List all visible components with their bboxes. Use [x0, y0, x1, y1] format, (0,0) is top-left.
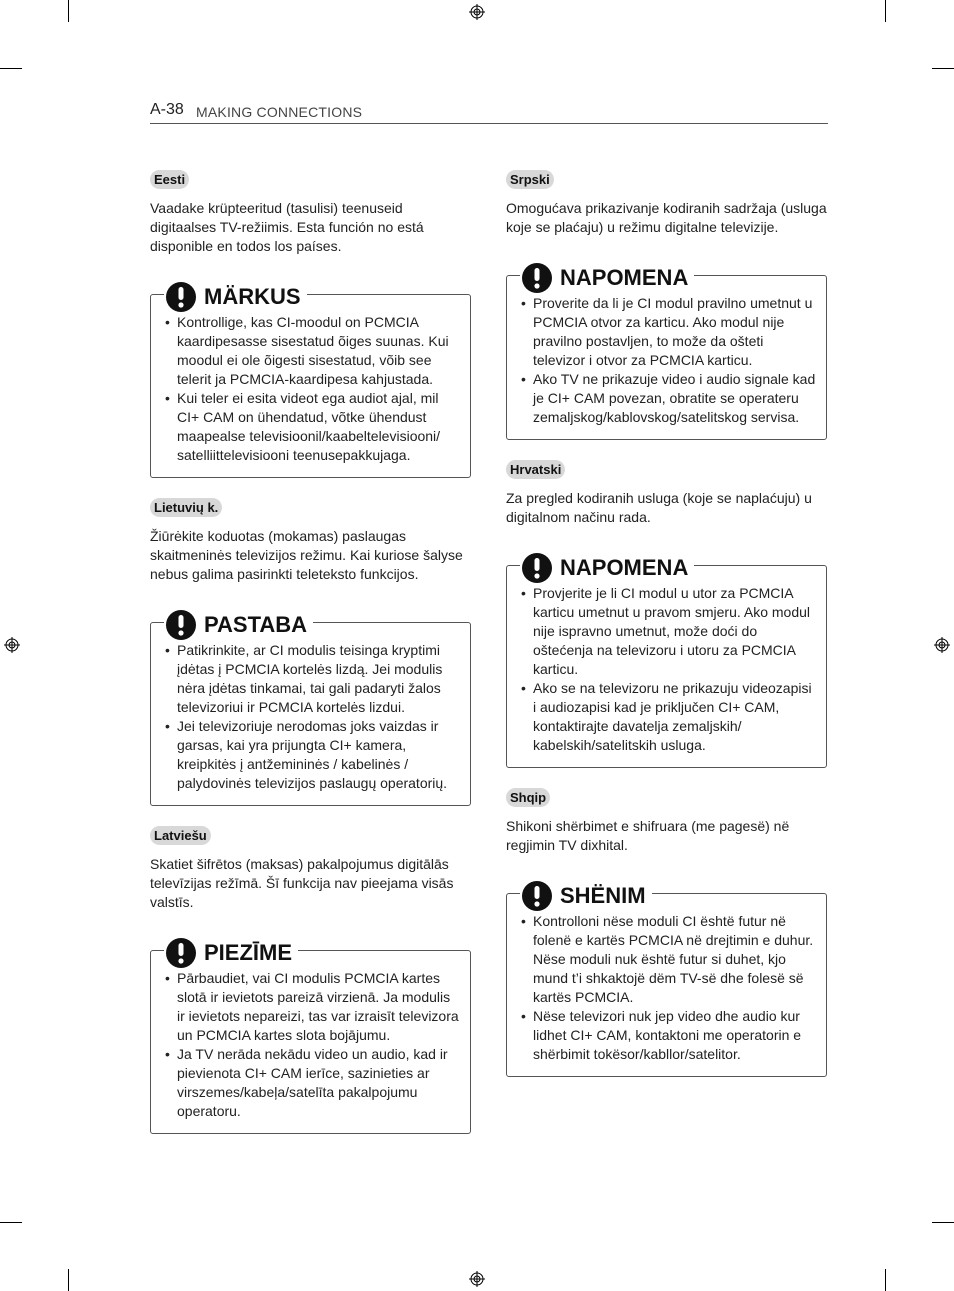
- language-section-srpski: [506, 170, 827, 440]
- crop-mark: [885, 0, 886, 22]
- note-title: NAPOMENA: [560, 555, 689, 580]
- note-box: [150, 600, 471, 806]
- exclamation-icon: [166, 282, 196, 312]
- language-label: Eesti: [150, 170, 189, 189]
- language-label: Latviešu: [150, 826, 211, 845]
- language-section-lietuviu: [150, 498, 471, 806]
- note-bullet: • Pārbaudiet, vai CI modulis PCMCIA kartes slotā ir ievietots pareizā virzienā. Ja modulis ir ievietots nepareizi, tas var izraisīt televizora un PCMCIA kartes slota bojājumu.: [165, 969, 460, 1045]
- language-description: Vaadake krüpteeritud (tasulisi) teenuseid digitaalses TV-režiimis. Esta función no está disponible en todos los países.: [150, 200, 424, 254]
- note-heading: [164, 928, 298, 968]
- page-number: A-38: [150, 101, 184, 118]
- note-bullet: • Nëse televizori nuk jep video dhe audio kur lidhet CI+ CAM, kontaktoni me operatorin e shërbimit tokësor/kabllor/satelitor.: [521, 1007, 816, 1064]
- language-section-eesti: [150, 170, 471, 478]
- note-bullet: • Ako TV ne prikazuje video i audio signale kad je CI+ CAM povezan, obratite se operateru zemaljskog/kablovskog/satelitskog servisa.: [521, 370, 816, 427]
- crop-mark: [68, 1269, 69, 1291]
- right-column: [506, 170, 827, 1097]
- crop-mark: [885, 1269, 886, 1291]
- exclamation-icon: [522, 553, 552, 583]
- language-description: Skatiet šifrētos (maksas) pakalpojumus digitālās televīzijas režīmā. Šī funkcija nav pieejama visās valstīs.: [150, 856, 454, 910]
- language-description: Za pregled kodiranih usluga (koje se naplaćuju) u digitalnom načinu rada.: [506, 490, 812, 525]
- note-bullet: • Ako se na televizoru ne prikazuju videozapisi i audiozapisi kad je priključen CI+ CAM, kontaktirajte davatelja zemaljskih/ kabelskih/satelitskih usluga.: [521, 679, 816, 755]
- note-title: PASTABA: [204, 612, 308, 637]
- note-box: [506, 253, 827, 440]
- note-bullet: • Ja TV nerāda nekādu video un audio, kad ir pievienota CI+ CAM ierīce, sazinieties ar virszemes/kabeļa/satelīta pakalpojumu operatoru.: [165, 1045, 460, 1121]
- note-title: PIEZĪME: [204, 940, 293, 965]
- note-bullet: • Patikrinkite, ar CI modulis teisinga kryptimi įdėtas į PCMCIA kortelės lizdą. Jei modulis nėra įdėtas tinkamai, tai gali padaryti žalos televizoriui ir PCMCIA kortelės lizdui.: [165, 641, 460, 717]
- crop-mark: [932, 1222, 954, 1223]
- note-box: [150, 928, 471, 1134]
- crop-mark: [932, 68, 954, 69]
- registration-mark-icon: [469, 1271, 485, 1287]
- note-box: [506, 871, 827, 1077]
- registration-mark-icon: [469, 4, 485, 20]
- note-body: [150, 294, 471, 478]
- note-bullet: • Kontrollige, kas CI-moodul on PCMCIA kaardipesasse sisestatud õiges suunas. Kui moodul ei ole õigesti sisestatud, võib see telerit ja PCMCIA-kaardipesa kahjustada.: [165, 313, 460, 389]
- registration-mark-icon: [4, 637, 20, 653]
- note-heading: [164, 272, 307, 312]
- note-title: MÄRKUS: [204, 284, 301, 309]
- exclamation-icon: [522, 881, 552, 911]
- note-heading: [520, 871, 652, 911]
- note-bullet: • Provjerite je li CI modul u utor za PCMCIA karticu umetnut u pravom smjeru. Ako modul nije ispravno umetnut, može doći do oštećenja na televizoru i utoru za PCMCIA karticu.: [521, 584, 816, 679]
- note-body: [506, 275, 827, 440]
- left-column: [150, 170, 471, 1154]
- note-bullet: • Kontrolloni nëse moduli CI është futur në folenë e kartës PCMCIA në drejtimin e duhur. Nëse moduli nuk është futur si duhet, kjo mund t’i shkaktojë dëm TV-së dhe folesë së kartës PCMCIA.: [521, 912, 816, 1007]
- language-section-latviesu: [150, 826, 471, 1134]
- language-label: Shqip: [506, 788, 550, 807]
- note-box: [506, 543, 827, 768]
- note-box: [150, 272, 471, 478]
- exclamation-icon: [166, 610, 196, 640]
- note-bullet: • Kui teler ei esita videot ega audiot ajal, mil CI+ CAM on ühendatud, võtke ühendust maapealse televisioonil/kaabeltelevisiooni/ satelliittelevisiooni teenusepakkujaga.: [165, 389, 460, 465]
- note-body: [506, 565, 827, 768]
- exclamation-icon: [166, 938, 196, 968]
- note-title: NAPOMENA: [560, 265, 689, 290]
- language-label: Lietuvių k.: [150, 498, 222, 517]
- crop-mark: [0, 1222, 22, 1223]
- note-heading: [520, 543, 694, 583]
- language-section-shqip: [506, 788, 827, 1077]
- language-section-hrvatski: [506, 460, 827, 768]
- note-bullet: • Proverite da li je CI modul pravilno umetnut u PCMCIA otvor za karticu. Ako modul nije pravilno postavljen, to može da ošteti televizor i otvor za PCMCIA karticu.: [521, 294, 816, 370]
- crop-mark: [0, 68, 22, 69]
- crop-mark: [68, 0, 69, 22]
- page-header: [150, 101, 828, 124]
- registration-mark-icon: [934, 637, 950, 653]
- language-description: Žiūrėkite koduotas (mokamas) paslaugas skaitmeninės televizijos režimu. Kai kuriose šalyse nebus galima pasirinkti teleteksto funkcijos.: [150, 528, 463, 582]
- language-label: Hrvatski: [506, 460, 565, 479]
- note-heading: [520, 253, 694, 293]
- exclamation-icon: [522, 263, 552, 293]
- note-body: [150, 950, 471, 1134]
- language-description: Omogućava prikazivanje kodiranih sadržaja (usluga koje se plaćaju) u režimu digitalne televizije.: [506, 200, 827, 235]
- note-bullet: • Jei televizoriuje nerodomas joks vaizdas ir garsas, kai yra prijungta CI+ kamera, kreipkitės į antžemininės / kabelinės / palydovinės televizijos paslaugų operatorių.: [165, 717, 460, 793]
- section-title: MAKING CONNECTIONS: [196, 104, 363, 120]
- note-body: [506, 893, 827, 1077]
- language-label: Srpski: [506, 170, 554, 189]
- note-title: SHËNIM: [560, 883, 646, 908]
- note-heading: [164, 600, 313, 640]
- note-body: [150, 622, 471, 806]
- language-description: Shikoni shërbimet e shifruara (me pagesë) në regjimin TV dixhital.: [506, 818, 790, 853]
